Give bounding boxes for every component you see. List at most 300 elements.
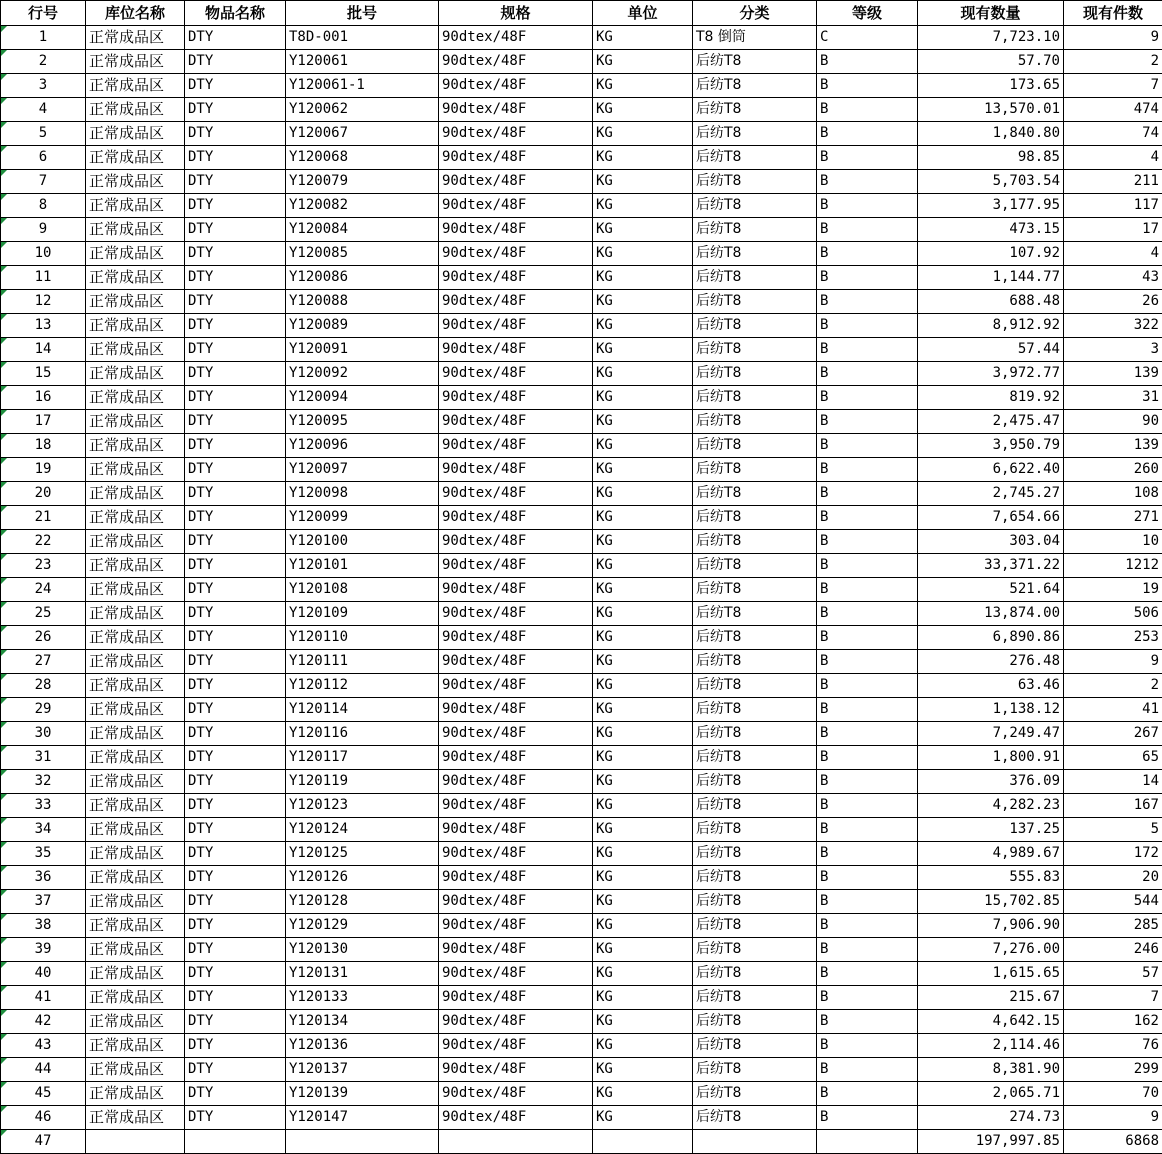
- cell-item-name[interactable]: DTY: [185, 818, 286, 842]
- header-category[interactable]: 分类: [693, 1, 817, 26]
- cell-pieces[interactable]: 10: [1064, 530, 1162, 554]
- cell-spec[interactable]: 90dtex/48F: [439, 362, 593, 386]
- cell-pieces[interactable]: 285: [1064, 914, 1162, 938]
- cell-location[interactable]: 正常成品区: [86, 674, 185, 698]
- cell-item-name[interactable]: DTY: [185, 530, 286, 554]
- cell-item-name[interactable]: DTY: [185, 218, 286, 242]
- cell-quantity[interactable]: 1,138.12: [918, 698, 1064, 722]
- header-quantity[interactable]: 现有数量: [918, 1, 1064, 26]
- cell-quantity[interactable]: 13,570.01: [918, 98, 1064, 122]
- cell-item-name[interactable]: DTY: [185, 554, 286, 578]
- cell-unit[interactable]: KG: [593, 914, 693, 938]
- cell-quantity[interactable]: 3,972.77: [918, 362, 1064, 386]
- cell-spec[interactable]: 90dtex/48F: [439, 1034, 593, 1058]
- cell-pieces[interactable]: 20: [1064, 866, 1162, 890]
- cell-pieces[interactable]: 31: [1064, 386, 1162, 410]
- cell-category[interactable]: 后纺T8: [693, 770, 817, 794]
- cell-pieces[interactable]: 1212: [1064, 554, 1162, 578]
- cell-location[interactable]: 正常成品区: [86, 98, 185, 122]
- cell-pieces[interactable]: 253: [1064, 626, 1162, 650]
- cell-spec[interactable]: 90dtex/48F: [439, 434, 593, 458]
- cell-unit[interactable]: KG: [593, 170, 693, 194]
- cell-spec[interactable]: 90dtex/48F: [439, 482, 593, 506]
- cell-grade[interactable]: B: [817, 146, 918, 170]
- header-row-no[interactable]: 行号: [1, 1, 86, 26]
- cell-lot-no[interactable]: Y120097: [286, 458, 439, 482]
- cell-quantity[interactable]: 2,475.47: [918, 410, 1064, 434]
- cell-category[interactable]: 后纺T8: [693, 914, 817, 938]
- total-empty-cell[interactable]: [185, 1130, 286, 1154]
- cell-item-name[interactable]: DTY: [185, 938, 286, 962]
- cell-grade[interactable]: B: [817, 818, 918, 842]
- cell-quantity[interactable]: 521.64: [918, 578, 1064, 602]
- cell-grade[interactable]: B: [817, 842, 918, 866]
- cell-category[interactable]: 后纺T8: [693, 410, 817, 434]
- cell-lot-no[interactable]: Y120147: [286, 1106, 439, 1130]
- cell-row-no[interactable]: 35: [1, 842, 86, 866]
- cell-category[interactable]: 后纺T8: [693, 362, 817, 386]
- cell-location[interactable]: 正常成品区: [86, 386, 185, 410]
- cell-pieces[interactable]: 9: [1064, 26, 1162, 50]
- cell-pieces[interactable]: 7: [1064, 74, 1162, 98]
- cell-unit[interactable]: KG: [593, 362, 693, 386]
- header-unit[interactable]: 单位: [593, 1, 693, 26]
- cell-location[interactable]: 正常成品区: [86, 554, 185, 578]
- cell-category[interactable]: 后纺T8: [693, 650, 817, 674]
- cell-location[interactable]: 正常成品区: [86, 50, 185, 74]
- cell-lot-no[interactable]: Y120067: [286, 122, 439, 146]
- cell-pieces[interactable]: 76: [1064, 1034, 1162, 1058]
- cell-lot-no[interactable]: Y120062: [286, 98, 439, 122]
- cell-category[interactable]: 后纺T8: [693, 122, 817, 146]
- cell-quantity[interactable]: 819.92: [918, 386, 1064, 410]
- cell-row-no[interactable]: 26: [1, 626, 86, 650]
- cell-location[interactable]: 正常成品区: [86, 458, 185, 482]
- cell-item-name[interactable]: DTY: [185, 842, 286, 866]
- cell-quantity[interactable]: 3,177.95: [918, 194, 1064, 218]
- cell-category[interactable]: 后纺T8: [693, 434, 817, 458]
- cell-grade[interactable]: B: [817, 434, 918, 458]
- cell-lot-no[interactable]: Y120117: [286, 746, 439, 770]
- cell-pieces[interactable]: 26: [1064, 290, 1162, 314]
- cell-row-no[interactable]: 40: [1, 962, 86, 986]
- cell-location[interactable]: 正常成品区: [86, 986, 185, 1010]
- cell-row-no[interactable]: 28: [1, 674, 86, 698]
- cell-lot-no[interactable]: Y120108: [286, 578, 439, 602]
- cell-lot-no[interactable]: Y120088: [286, 290, 439, 314]
- cell-pieces[interactable]: 57: [1064, 962, 1162, 986]
- total-empty-cell[interactable]: [593, 1130, 693, 1154]
- cell-row-no[interactable]: 2: [1, 50, 86, 74]
- cell-grade[interactable]: B: [817, 1034, 918, 1058]
- cell-quantity[interactable]: 33,371.22: [918, 554, 1064, 578]
- cell-unit[interactable]: KG: [593, 74, 693, 98]
- cell-location[interactable]: 正常成品区: [86, 962, 185, 986]
- cell-unit[interactable]: KG: [593, 698, 693, 722]
- cell-unit[interactable]: KG: [593, 818, 693, 842]
- cell-unit[interactable]: KG: [593, 794, 693, 818]
- cell-category[interactable]: 后纺T8: [693, 746, 817, 770]
- cell-spec[interactable]: 90dtex/48F: [439, 842, 593, 866]
- cell-location[interactable]: 正常成品区: [86, 194, 185, 218]
- cell-spec[interactable]: 90dtex/48F: [439, 50, 593, 74]
- cell-lot-no[interactable]: Y120111: [286, 650, 439, 674]
- header-pieces[interactable]: 现有件数: [1064, 1, 1162, 26]
- cell-pieces[interactable]: 544: [1064, 890, 1162, 914]
- cell-item-name[interactable]: DTY: [185, 50, 286, 74]
- cell-spec[interactable]: 90dtex/48F: [439, 338, 593, 362]
- cell-unit[interactable]: KG: [593, 626, 693, 650]
- cell-category[interactable]: 后纺T8: [693, 1106, 817, 1130]
- cell-category[interactable]: 后纺T8: [693, 794, 817, 818]
- cell-unit[interactable]: KG: [593, 194, 693, 218]
- cell-grade[interactable]: B: [817, 1082, 918, 1106]
- cell-category[interactable]: 后纺T8: [693, 314, 817, 338]
- header-grade[interactable]: 等级: [817, 1, 918, 26]
- cell-pieces[interactable]: 4: [1064, 242, 1162, 266]
- cell-unit[interactable]: KG: [593, 146, 693, 170]
- cell-lot-no[interactable]: Y120061-1: [286, 74, 439, 98]
- cell-row-no[interactable]: 20: [1, 482, 86, 506]
- cell-quantity[interactable]: 137.25: [918, 818, 1064, 842]
- cell-row-no[interactable]: 21: [1, 506, 86, 530]
- cell-category[interactable]: 后纺T8: [693, 818, 817, 842]
- cell-lot-no[interactable]: Y120085: [286, 242, 439, 266]
- cell-location[interactable]: 正常成品区: [86, 530, 185, 554]
- cell-grade[interactable]: B: [817, 746, 918, 770]
- cell-spec[interactable]: 90dtex/48F: [439, 1058, 593, 1082]
- cell-item-name[interactable]: DTY: [185, 314, 286, 338]
- cell-location[interactable]: 正常成品区: [86, 410, 185, 434]
- cell-row-no[interactable]: 14: [1, 338, 86, 362]
- cell-pieces[interactable]: 5: [1064, 818, 1162, 842]
- cell-row-no[interactable]: 12: [1, 290, 86, 314]
- cell-pieces[interactable]: 117: [1064, 194, 1162, 218]
- cell-quantity[interactable]: 688.48: [918, 290, 1064, 314]
- cell-pieces[interactable]: 41: [1064, 698, 1162, 722]
- cell-row-no[interactable]: 16: [1, 386, 86, 410]
- cell-grade[interactable]: B: [817, 698, 918, 722]
- total-empty-cell[interactable]: [817, 1130, 918, 1154]
- cell-row-no[interactable]: 13: [1, 314, 86, 338]
- cell-item-name[interactable]: DTY: [185, 74, 286, 98]
- cell-quantity[interactable]: 2,114.46: [918, 1034, 1064, 1058]
- cell-lot-no[interactable]: Y120096: [286, 434, 439, 458]
- cell-lot-no[interactable]: Y120134: [286, 1010, 439, 1034]
- cell-pieces[interactable]: 506: [1064, 602, 1162, 626]
- cell-category[interactable]: 后纺T8: [693, 266, 817, 290]
- cell-quantity[interactable]: 473.15: [918, 218, 1064, 242]
- cell-grade[interactable]: B: [817, 482, 918, 506]
- cell-item-name[interactable]: DTY: [185, 1082, 286, 1106]
- cell-category[interactable]: 后纺T8: [693, 674, 817, 698]
- cell-row-no[interactable]: 4: [1, 98, 86, 122]
- cell-grade[interactable]: B: [817, 1010, 918, 1034]
- cell-row-no[interactable]: 31: [1, 746, 86, 770]
- cell-location[interactable]: 正常成品区: [86, 482, 185, 506]
- cell-location[interactable]: 正常成品区: [86, 650, 185, 674]
- cell-spec[interactable]: 90dtex/48F: [439, 386, 593, 410]
- cell-pieces[interactable]: 139: [1064, 434, 1162, 458]
- cell-location[interactable]: 正常成品区: [86, 770, 185, 794]
- cell-spec[interactable]: 90dtex/48F: [439, 194, 593, 218]
- total-row-no[interactable]: 47: [1, 1130, 86, 1154]
- cell-quantity[interactable]: 303.04: [918, 530, 1064, 554]
- cell-unit[interactable]: KG: [593, 98, 693, 122]
- cell-row-no[interactable]: 18: [1, 434, 86, 458]
- cell-grade[interactable]: B: [817, 410, 918, 434]
- cell-spec[interactable]: 90dtex/48F: [439, 938, 593, 962]
- cell-row-no[interactable]: 33: [1, 794, 86, 818]
- cell-quantity[interactable]: 98.85: [918, 146, 1064, 170]
- cell-quantity[interactable]: 7,723.10: [918, 26, 1064, 50]
- cell-location[interactable]: 正常成品区: [86, 338, 185, 362]
- cell-quantity[interactable]: 376.09: [918, 770, 1064, 794]
- cell-row-no[interactable]: 37: [1, 890, 86, 914]
- cell-location[interactable]: 正常成品区: [86, 626, 185, 650]
- cell-category[interactable]: 后纺T8: [693, 842, 817, 866]
- cell-location[interactable]: 正常成品区: [86, 314, 185, 338]
- cell-row-no[interactable]: 10: [1, 242, 86, 266]
- cell-grade[interactable]: B: [817, 602, 918, 626]
- cell-lot-no[interactable]: Y120112: [286, 674, 439, 698]
- cell-grade[interactable]: B: [817, 338, 918, 362]
- cell-pieces[interactable]: 260: [1064, 458, 1162, 482]
- cell-item-name[interactable]: DTY: [185, 746, 286, 770]
- cell-item-name[interactable]: DTY: [185, 146, 286, 170]
- cell-pieces[interactable]: 9: [1064, 1106, 1162, 1130]
- cell-location[interactable]: 正常成品区: [86, 506, 185, 530]
- cell-quantity[interactable]: 5,703.54: [918, 170, 1064, 194]
- cell-pieces[interactable]: 65: [1064, 746, 1162, 770]
- total-empty-cell[interactable]: [286, 1130, 439, 1154]
- cell-pieces[interactable]: 271: [1064, 506, 1162, 530]
- cell-spec[interactable]: 90dtex/48F: [439, 626, 593, 650]
- cell-lot-no[interactable]: Y120061: [286, 50, 439, 74]
- cell-category[interactable]: 后纺T8: [693, 218, 817, 242]
- header-spec[interactable]: 规格: [439, 1, 593, 26]
- total-empty-cell[interactable]: [439, 1130, 593, 1154]
- cell-category[interactable]: 后纺T8: [693, 1010, 817, 1034]
- cell-quantity[interactable]: 2,065.71: [918, 1082, 1064, 1106]
- cell-grade[interactable]: B: [817, 122, 918, 146]
- cell-pieces[interactable]: 2: [1064, 674, 1162, 698]
- cell-row-no[interactable]: 1: [1, 26, 86, 50]
- cell-lot-no[interactable]: Y120086: [286, 266, 439, 290]
- total-quantity[interactable]: 197,997.85: [918, 1130, 1064, 1154]
- cell-row-no[interactable]: 45: [1, 1082, 86, 1106]
- cell-unit[interactable]: KG: [593, 1010, 693, 1034]
- cell-lot-no[interactable]: Y120124: [286, 818, 439, 842]
- cell-item-name[interactable]: DTY: [185, 338, 286, 362]
- cell-quantity[interactable]: 8,912.92: [918, 314, 1064, 338]
- cell-item-name[interactable]: DTY: [185, 866, 286, 890]
- cell-spec[interactable]: 90dtex/48F: [439, 794, 593, 818]
- cell-grade[interactable]: B: [817, 770, 918, 794]
- cell-lot-no[interactable]: Y120130: [286, 938, 439, 962]
- cell-category[interactable]: 后纺T8: [693, 1082, 817, 1106]
- cell-item-name[interactable]: DTY: [185, 194, 286, 218]
- cell-lot-no[interactable]: Y120129: [286, 914, 439, 938]
- cell-pieces[interactable]: 474: [1064, 98, 1162, 122]
- cell-item-name[interactable]: DTY: [185, 626, 286, 650]
- cell-category[interactable]: 后纺T8: [693, 386, 817, 410]
- cell-unit[interactable]: KG: [593, 122, 693, 146]
- cell-pieces[interactable]: 2: [1064, 50, 1162, 74]
- cell-row-no[interactable]: 32: [1, 770, 86, 794]
- cell-spec[interactable]: 90dtex/48F: [439, 602, 593, 626]
- cell-item-name[interactable]: DTY: [185, 986, 286, 1010]
- cell-unit[interactable]: KG: [593, 530, 693, 554]
- cell-grade[interactable]: B: [817, 1058, 918, 1082]
- cell-unit[interactable]: KG: [593, 434, 693, 458]
- cell-location[interactable]: 正常成品区: [86, 1010, 185, 1034]
- cell-item-name[interactable]: DTY: [185, 914, 286, 938]
- cell-spec[interactable]: 90dtex/48F: [439, 98, 593, 122]
- cell-grade[interactable]: B: [817, 98, 918, 122]
- cell-row-no[interactable]: 42: [1, 1010, 86, 1034]
- cell-spec[interactable]: 90dtex/48F: [439, 242, 593, 266]
- cell-pieces[interactable]: 172: [1064, 842, 1162, 866]
- cell-lot-no[interactable]: Y120119: [286, 770, 439, 794]
- cell-pieces[interactable]: 162: [1064, 1010, 1162, 1034]
- cell-grade[interactable]: B: [817, 218, 918, 242]
- cell-category[interactable]: 后纺T8: [693, 722, 817, 746]
- cell-lot-no[interactable]: Y120092: [286, 362, 439, 386]
- cell-unit[interactable]: KG: [593, 1082, 693, 1106]
- cell-pieces[interactable]: 90: [1064, 410, 1162, 434]
- cell-quantity[interactable]: 13,874.00: [918, 602, 1064, 626]
- cell-item-name[interactable]: DTY: [185, 266, 286, 290]
- cell-quantity[interactable]: 276.48: [918, 650, 1064, 674]
- cell-lot-no[interactable]: Y120139: [286, 1082, 439, 1106]
- cell-unit[interactable]: KG: [593, 338, 693, 362]
- cell-spec[interactable]: 90dtex/48F: [439, 26, 593, 50]
- cell-location[interactable]: 正常成品区: [86, 818, 185, 842]
- cell-category[interactable]: 后纺T8: [693, 1058, 817, 1082]
- cell-grade[interactable]: B: [817, 74, 918, 98]
- cell-spec[interactable]: 90dtex/48F: [439, 674, 593, 698]
- cell-item-name[interactable]: DTY: [185, 1058, 286, 1082]
- cell-spec[interactable]: 90dtex/48F: [439, 866, 593, 890]
- cell-row-no[interactable]: 38: [1, 914, 86, 938]
- cell-item-name[interactable]: DTY: [185, 962, 286, 986]
- cell-pieces[interactable]: 70: [1064, 1082, 1162, 1106]
- cell-spec[interactable]: 90dtex/48F: [439, 290, 593, 314]
- cell-row-no[interactable]: 11: [1, 266, 86, 290]
- cell-lot-no[interactable]: Y120114: [286, 698, 439, 722]
- cell-location[interactable]: 正常成品区: [86, 362, 185, 386]
- cell-quantity[interactable]: 274.73: [918, 1106, 1064, 1130]
- cell-category[interactable]: 后纺T8: [693, 530, 817, 554]
- cell-lot-no[interactable]: Y120094: [286, 386, 439, 410]
- cell-spec[interactable]: 90dtex/48F: [439, 962, 593, 986]
- cell-spec[interactable]: 90dtex/48F: [439, 818, 593, 842]
- cell-category[interactable]: 后纺T8: [693, 338, 817, 362]
- cell-quantity[interactable]: 215.67: [918, 986, 1064, 1010]
- cell-spec[interactable]: 90dtex/48F: [439, 530, 593, 554]
- cell-unit[interactable]: KG: [593, 266, 693, 290]
- cell-quantity[interactable]: 7,249.47: [918, 722, 1064, 746]
- cell-location[interactable]: 正常成品区: [86, 938, 185, 962]
- cell-spec[interactable]: 90dtex/48F: [439, 722, 593, 746]
- cell-unit[interactable]: KG: [593, 1106, 693, 1130]
- total-empty-cell[interactable]: [86, 1130, 185, 1154]
- cell-pieces[interactable]: 17: [1064, 218, 1162, 242]
- cell-row-no[interactable]: 46: [1, 1106, 86, 1130]
- cell-category[interactable]: 后纺T8: [693, 146, 817, 170]
- cell-row-no[interactable]: 15: [1, 362, 86, 386]
- cell-spec[interactable]: 90dtex/48F: [439, 1010, 593, 1034]
- cell-spec[interactable]: 90dtex/48F: [439, 578, 593, 602]
- cell-location[interactable]: 正常成品区: [86, 434, 185, 458]
- cell-pieces[interactable]: 267: [1064, 722, 1162, 746]
- cell-item-name[interactable]: DTY: [185, 410, 286, 434]
- cell-location[interactable]: 正常成品区: [86, 914, 185, 938]
- cell-unit[interactable]: KG: [593, 578, 693, 602]
- cell-unit[interactable]: KG: [593, 962, 693, 986]
- cell-category[interactable]: 后纺T8: [693, 458, 817, 482]
- cell-pieces[interactable]: 246: [1064, 938, 1162, 962]
- cell-lot-no[interactable]: Y120125: [286, 842, 439, 866]
- cell-lot-no[interactable]: Y120068: [286, 146, 439, 170]
- cell-unit[interactable]: KG: [593, 1058, 693, 1082]
- cell-location[interactable]: 正常成品区: [86, 290, 185, 314]
- cell-unit[interactable]: KG: [593, 386, 693, 410]
- cell-grade[interactable]: B: [817, 986, 918, 1010]
- cell-lot-no[interactable]: Y120079: [286, 170, 439, 194]
- cell-location[interactable]: 正常成品区: [86, 602, 185, 626]
- cell-item-name[interactable]: DTY: [185, 290, 286, 314]
- cell-grade[interactable]: B: [817, 170, 918, 194]
- cell-item-name[interactable]: DTY: [185, 458, 286, 482]
- cell-quantity[interactable]: 6,622.40: [918, 458, 1064, 482]
- cell-location[interactable]: 正常成品区: [86, 578, 185, 602]
- cell-grade[interactable]: C: [817, 26, 918, 50]
- cell-quantity[interactable]: 1,800.91: [918, 746, 1064, 770]
- cell-pieces[interactable]: 167: [1064, 794, 1162, 818]
- cell-location[interactable]: 正常成品区: [86, 74, 185, 98]
- cell-spec[interactable]: 90dtex/48F: [439, 770, 593, 794]
- cell-item-name[interactable]: DTY: [185, 26, 286, 50]
- cell-unit[interactable]: KG: [593, 746, 693, 770]
- cell-spec[interactable]: 90dtex/48F: [439, 74, 593, 98]
- cell-spec[interactable]: 90dtex/48F: [439, 650, 593, 674]
- cell-location[interactable]: 正常成品区: [86, 722, 185, 746]
- cell-lot-no[interactable]: Y120131: [286, 962, 439, 986]
- cell-lot-no[interactable]: Y120101: [286, 554, 439, 578]
- cell-row-no[interactable]: 19: [1, 458, 86, 482]
- cell-row-no[interactable]: 36: [1, 866, 86, 890]
- cell-grade[interactable]: B: [817, 722, 918, 746]
- cell-lot-no[interactable]: Y120091: [286, 338, 439, 362]
- cell-unit[interactable]: KG: [593, 458, 693, 482]
- cell-grade[interactable]: B: [817, 458, 918, 482]
- cell-quantity[interactable]: 57.44: [918, 338, 1064, 362]
- cell-item-name[interactable]: DTY: [185, 578, 286, 602]
- cell-row-no[interactable]: 5: [1, 122, 86, 146]
- cell-quantity[interactable]: 7,654.66: [918, 506, 1064, 530]
- cell-pieces[interactable]: 9: [1064, 650, 1162, 674]
- cell-unit[interactable]: KG: [593, 554, 693, 578]
- cell-spec[interactable]: 90dtex/48F: [439, 986, 593, 1010]
- cell-grade[interactable]: B: [817, 50, 918, 74]
- cell-row-no[interactable]: 6: [1, 146, 86, 170]
- cell-lot-no[interactable]: Y120089: [286, 314, 439, 338]
- cell-item-name[interactable]: DTY: [185, 1010, 286, 1034]
- cell-quantity[interactable]: 4,642.15: [918, 1010, 1064, 1034]
- cell-unit[interactable]: KG: [593, 866, 693, 890]
